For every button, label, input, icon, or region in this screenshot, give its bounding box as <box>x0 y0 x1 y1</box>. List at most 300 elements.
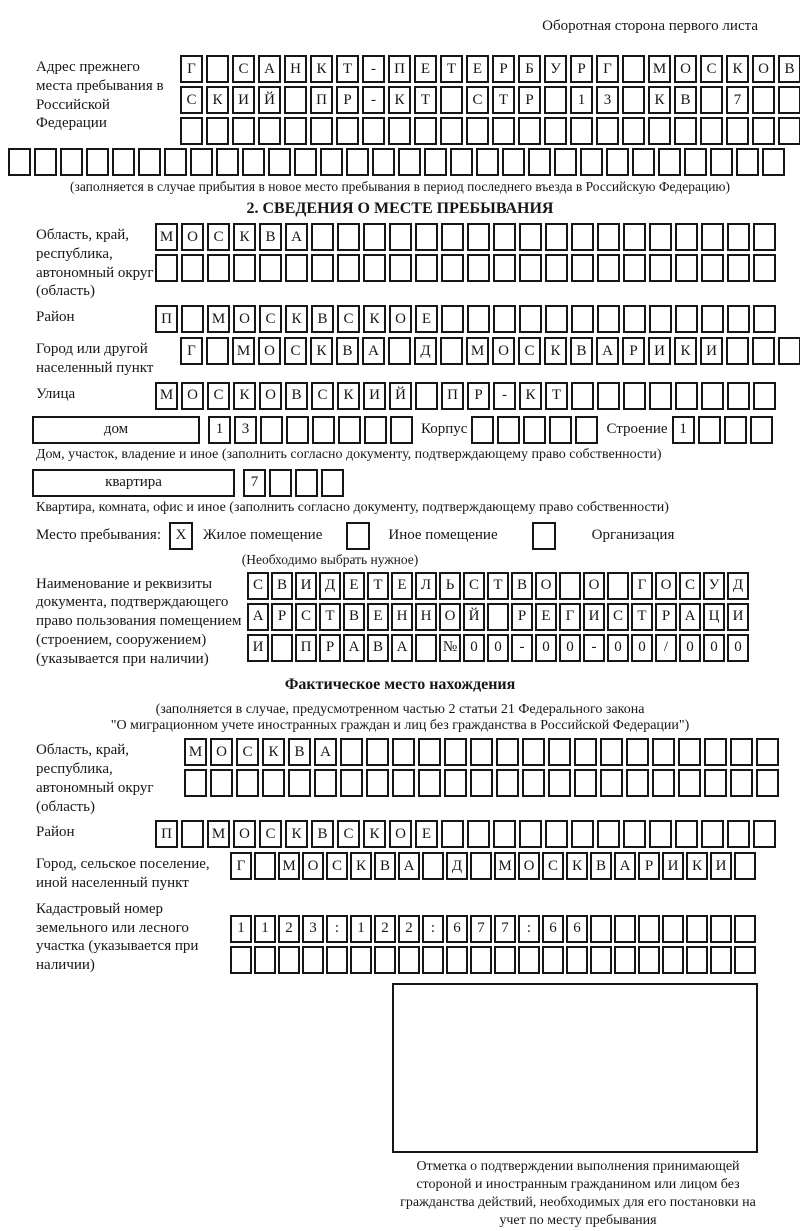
char-cell[interactable] <box>710 915 732 943</box>
char-cell[interactable] <box>545 254 568 282</box>
char-cell[interactable] <box>155 254 178 282</box>
char-cell[interactable]: - <box>511 634 533 662</box>
char-cell[interactable]: В <box>778 55 800 83</box>
char-cell[interactable] <box>701 305 724 333</box>
char-cell[interactable] <box>476 148 499 176</box>
char-cell[interactable] <box>487 603 509 631</box>
char-cell[interactable] <box>321 469 344 497</box>
char-cell[interactable]: С <box>207 382 230 410</box>
char-cell[interactable]: 2 <box>374 915 396 943</box>
char-cell[interactable] <box>544 86 567 114</box>
char-cell[interactable]: 3 <box>596 86 619 114</box>
char-cell[interactable] <box>441 305 464 333</box>
char-cell[interactable] <box>232 117 255 145</box>
char-cell[interactable]: Г <box>230 852 252 880</box>
char-cell[interactable] <box>388 117 411 145</box>
char-cell[interactable]: Е <box>367 603 389 631</box>
char-cell[interactable] <box>278 946 300 974</box>
char-cell[interactable] <box>86 148 109 176</box>
char-cell[interactable] <box>271 634 293 662</box>
char-cell[interactable]: О <box>492 337 515 365</box>
char-cell[interactable]: В <box>311 820 334 848</box>
char-cell[interactable]: А <box>596 337 619 365</box>
char-cell[interactable] <box>684 148 707 176</box>
char-cell[interactable] <box>262 769 285 797</box>
char-cell[interactable] <box>753 382 776 410</box>
char-cell[interactable]: И <box>247 634 269 662</box>
char-cell[interactable] <box>288 769 311 797</box>
char-cell[interactable] <box>675 820 698 848</box>
char-cell[interactable] <box>470 769 493 797</box>
char-cell[interactable] <box>727 254 750 282</box>
char-cell[interactable]: У <box>544 55 567 83</box>
char-cell[interactable]: К <box>350 852 372 880</box>
char-cell[interactable] <box>493 305 516 333</box>
char-cell[interactable]: Г <box>631 572 653 600</box>
char-cell[interactable] <box>626 738 649 766</box>
char-cell[interactable] <box>259 254 282 282</box>
char-cell[interactable] <box>753 305 776 333</box>
char-cell[interactable] <box>522 769 545 797</box>
char-cell[interactable]: 7 <box>470 915 492 943</box>
char-cell[interactable] <box>422 852 444 880</box>
char-cell[interactable] <box>138 148 161 176</box>
char-cell[interactable] <box>363 223 386 251</box>
char-cell[interactable]: - <box>362 55 385 83</box>
char-cell[interactable] <box>548 769 571 797</box>
char-cell[interactable]: Т <box>492 86 515 114</box>
char-cell[interactable]: Д <box>727 572 749 600</box>
char-cell[interactable] <box>523 416 546 444</box>
char-cell[interactable] <box>34 148 57 176</box>
char-cell[interactable] <box>388 337 411 365</box>
char-cell[interactable] <box>675 254 698 282</box>
char-cell[interactable] <box>492 117 515 145</box>
char-cell[interactable] <box>544 117 567 145</box>
char-cell[interactable] <box>418 738 441 766</box>
char-cell[interactable]: 0 <box>535 634 557 662</box>
char-cell[interactable]: О <box>233 305 256 333</box>
char-cell[interactable]: 1 <box>672 416 695 444</box>
char-cell[interactable] <box>471 416 494 444</box>
char-cell[interactable] <box>662 946 684 974</box>
char-cell[interactable] <box>734 915 756 943</box>
char-cell[interactable] <box>736 148 759 176</box>
char-cell[interactable] <box>254 852 276 880</box>
char-cell[interactable] <box>444 769 467 797</box>
char-cell[interactable]: С <box>542 852 564 880</box>
char-cell[interactable]: К <box>686 852 708 880</box>
char-cell[interactable]: А <box>247 603 269 631</box>
char-cell[interactable]: О <box>389 820 412 848</box>
char-cell[interactable] <box>756 769 779 797</box>
char-cell[interactable]: М <box>648 55 671 83</box>
char-cell[interactable]: Е <box>343 572 365 600</box>
char-cell[interactable]: К <box>363 305 386 333</box>
char-cell[interactable]: М <box>155 223 178 251</box>
char-cell[interactable]: А <box>679 603 701 631</box>
char-cell[interactable]: : <box>326 915 348 943</box>
char-cell[interactable]: Й <box>389 382 412 410</box>
char-cell[interactable]: Ц <box>703 603 725 631</box>
char-cell[interactable] <box>649 305 672 333</box>
char-cell[interactable]: В <box>590 852 612 880</box>
char-cell[interactable]: С <box>207 223 230 251</box>
char-cell[interactable] <box>623 305 646 333</box>
char-cell[interactable] <box>467 223 490 251</box>
char-cell[interactable]: У <box>703 572 725 600</box>
char-cell[interactable] <box>497 416 520 444</box>
char-cell[interactable] <box>701 820 724 848</box>
char-cell[interactable]: А <box>285 223 308 251</box>
char-cell[interactable]: К <box>337 382 360 410</box>
char-cell[interactable] <box>389 223 412 251</box>
char-cell[interactable] <box>596 117 619 145</box>
char-cell[interactable] <box>518 117 541 145</box>
char-cell[interactable] <box>230 946 252 974</box>
char-cell[interactable] <box>350 946 372 974</box>
char-cell[interactable] <box>762 148 785 176</box>
char-cell[interactable] <box>441 223 464 251</box>
char-cell[interactable] <box>597 820 620 848</box>
char-cell[interactable]: Р <box>319 634 341 662</box>
char-cell[interactable]: О <box>439 603 461 631</box>
char-cell[interactable] <box>286 416 309 444</box>
char-cell[interactable] <box>678 738 701 766</box>
char-cell[interactable] <box>314 769 337 797</box>
char-cell[interactable]: О <box>674 55 697 83</box>
char-cell[interactable]: К <box>206 86 229 114</box>
char-cell[interactable]: П <box>388 55 411 83</box>
char-cell[interactable] <box>607 572 629 600</box>
char-cell[interactable]: М <box>207 305 230 333</box>
char-cell[interactable] <box>415 634 437 662</box>
char-cell[interactable]: Р <box>622 337 645 365</box>
char-cell[interactable] <box>496 738 519 766</box>
char-cell[interactable]: И <box>710 852 732 880</box>
char-cell[interactable] <box>623 223 646 251</box>
char-cell[interactable] <box>606 148 629 176</box>
char-cell[interactable]: 0 <box>631 634 653 662</box>
char-cell[interactable] <box>704 769 727 797</box>
char-cell[interactable] <box>686 915 708 943</box>
char-cell[interactable] <box>649 254 672 282</box>
char-cell[interactable] <box>571 223 594 251</box>
char-cell[interactable] <box>566 946 588 974</box>
char-cell[interactable] <box>206 117 229 145</box>
char-cell[interactable]: Р <box>467 382 490 410</box>
char-cell[interactable] <box>466 117 489 145</box>
char-cell[interactable] <box>700 117 723 145</box>
char-cell[interactable]: О <box>233 820 256 848</box>
char-cell[interactable] <box>574 769 597 797</box>
char-cell[interactable] <box>311 254 334 282</box>
char-cell[interactable]: И <box>583 603 605 631</box>
char-cell[interactable] <box>258 117 281 145</box>
char-cell[interactable] <box>756 738 779 766</box>
char-cell[interactable]: И <box>232 86 255 114</box>
char-cell[interactable] <box>753 254 776 282</box>
char-cell[interactable] <box>638 946 660 974</box>
char-cell[interactable]: М <box>466 337 489 365</box>
char-cell[interactable] <box>727 305 750 333</box>
char-cell[interactable]: А <box>614 852 636 880</box>
char-cell[interactable] <box>726 117 749 145</box>
char-cell[interactable]: 3 <box>234 416 257 444</box>
char-cell[interactable] <box>362 117 385 145</box>
char-cell[interactable] <box>467 305 490 333</box>
char-cell[interactable]: И <box>295 572 317 600</box>
char-cell[interactable] <box>269 469 292 497</box>
char-cell[interactable] <box>493 254 516 282</box>
char-cell[interactable] <box>366 769 389 797</box>
char-cell[interactable] <box>652 769 675 797</box>
char-cell[interactable]: К <box>519 382 542 410</box>
char-cell[interactable] <box>302 946 324 974</box>
char-cell[interactable]: 7 <box>243 469 266 497</box>
char-cell[interactable]: 0 <box>487 634 509 662</box>
char-cell[interactable]: Р <box>570 55 593 83</box>
char-cell[interactable]: А <box>362 337 385 365</box>
char-cell[interactable]: С <box>259 305 282 333</box>
char-cell[interactable]: Г <box>559 603 581 631</box>
char-cell[interactable]: К <box>363 820 386 848</box>
char-cell[interactable]: № <box>439 634 461 662</box>
char-cell[interactable] <box>450 148 473 176</box>
char-cell[interactable] <box>554 148 577 176</box>
char-cell[interactable]: К <box>262 738 285 766</box>
char-cell[interactable] <box>649 820 672 848</box>
char-cell[interactable] <box>542 946 564 974</box>
char-cell[interactable] <box>284 86 307 114</box>
char-cell[interactable]: К <box>310 55 333 83</box>
char-cell[interactable] <box>415 223 438 251</box>
char-cell[interactable]: 7 <box>726 86 749 114</box>
char-cell[interactable] <box>622 86 645 114</box>
char-cell[interactable]: К <box>648 86 671 114</box>
char-cell[interactable] <box>614 915 636 943</box>
char-cell[interactable]: С <box>247 572 269 600</box>
char-cell[interactable]: Р <box>271 603 293 631</box>
char-cell[interactable] <box>444 738 467 766</box>
char-cell[interactable] <box>494 946 516 974</box>
char-cell[interactable]: О <box>302 852 324 880</box>
char-cell[interactable] <box>364 416 387 444</box>
char-cell[interactable]: Д <box>319 572 341 600</box>
char-cell[interactable]: В <box>511 572 533 600</box>
char-cell[interactable]: К <box>566 852 588 880</box>
char-cell[interactable]: Р <box>638 852 660 880</box>
char-cell[interactable]: С <box>236 738 259 766</box>
char-cell[interactable]: - <box>493 382 516 410</box>
char-cell[interactable]: О <box>518 852 540 880</box>
char-cell[interactable] <box>752 86 775 114</box>
char-cell[interactable]: М <box>494 852 516 880</box>
char-cell[interactable] <box>571 382 594 410</box>
char-cell[interactable]: : <box>422 915 444 943</box>
char-cell[interactable]: К <box>310 337 333 365</box>
char-cell[interactable]: 0 <box>559 634 581 662</box>
char-cell[interactable] <box>260 416 283 444</box>
char-cell[interactable] <box>730 769 753 797</box>
char-cell[interactable] <box>548 738 571 766</box>
char-cell[interactable]: Р <box>336 86 359 114</box>
char-cell[interactable]: О <box>181 382 204 410</box>
char-cell[interactable] <box>750 416 773 444</box>
char-cell[interactable]: 0 <box>727 634 749 662</box>
char-cell[interactable]: О <box>389 305 412 333</box>
char-cell[interactable]: М <box>232 337 255 365</box>
char-cell[interactable]: Р <box>511 603 533 631</box>
char-cell[interactable]: Н <box>391 603 413 631</box>
char-cell[interactable]: Е <box>466 55 489 83</box>
char-cell[interactable]: И <box>700 337 723 365</box>
char-cell[interactable] <box>519 305 542 333</box>
char-cell[interactable] <box>730 738 753 766</box>
char-cell[interactable]: О <box>655 572 677 600</box>
char-cell[interactable]: П <box>441 382 464 410</box>
char-cell[interactable] <box>623 382 646 410</box>
char-cell[interactable]: 1 <box>254 915 276 943</box>
char-cell[interactable]: 1 <box>230 915 252 943</box>
char-cell[interactable]: / <box>655 634 677 662</box>
char-cell[interactable]: - <box>583 634 605 662</box>
char-cell[interactable]: 2 <box>278 915 300 943</box>
char-cell[interactable]: О <box>258 337 281 365</box>
char-cell[interactable] <box>559 572 581 600</box>
char-cell[interactable] <box>704 738 727 766</box>
char-cell[interactable] <box>112 148 135 176</box>
char-cell[interactable] <box>418 769 441 797</box>
char-cell[interactable]: В <box>288 738 311 766</box>
char-cell[interactable]: М <box>184 738 207 766</box>
char-cell[interactable] <box>623 254 646 282</box>
char-cell[interactable] <box>424 148 447 176</box>
char-cell[interactable] <box>181 820 204 848</box>
char-cell[interactable]: Т <box>440 55 463 83</box>
char-cell[interactable] <box>662 915 684 943</box>
char-cell[interactable]: В <box>336 337 359 365</box>
char-cell[interactable] <box>727 382 750 410</box>
char-cell[interactable]: П <box>155 820 178 848</box>
char-cell[interactable]: Р <box>518 86 541 114</box>
char-cell[interactable] <box>600 769 623 797</box>
char-cell[interactable]: 7 <box>494 915 516 943</box>
char-cell[interactable] <box>522 738 545 766</box>
char-cell[interactable] <box>675 305 698 333</box>
char-cell[interactable]: А <box>343 634 365 662</box>
char-cell[interactable] <box>614 946 636 974</box>
char-cell[interactable]: Е <box>535 603 557 631</box>
char-cell[interactable]: Т <box>545 382 568 410</box>
char-cell[interactable] <box>753 820 776 848</box>
char-cell[interactable] <box>346 148 369 176</box>
char-cell[interactable] <box>8 148 31 176</box>
char-cell[interactable] <box>60 148 83 176</box>
char-cell[interactable]: Н <box>415 603 437 631</box>
char-cell[interactable] <box>649 223 672 251</box>
char-cell[interactable]: О <box>210 738 233 766</box>
char-cell[interactable] <box>545 820 568 848</box>
char-cell[interactable] <box>392 769 415 797</box>
char-cell[interactable] <box>446 946 468 974</box>
char-cell[interactable] <box>207 254 230 282</box>
char-cell[interactable] <box>574 738 597 766</box>
char-cell[interactable] <box>571 305 594 333</box>
char-cell[interactable] <box>701 223 724 251</box>
char-cell[interactable] <box>184 769 207 797</box>
char-cell[interactable] <box>570 117 593 145</box>
char-cell[interactable] <box>441 820 464 848</box>
stay-type-checkbox-organization[interactable] <box>532 522 556 550</box>
char-cell[interactable] <box>753 223 776 251</box>
char-cell[interactable] <box>164 148 187 176</box>
char-cell[interactable]: В <box>285 382 308 410</box>
char-cell[interactable]: - <box>362 86 385 114</box>
char-cell[interactable] <box>441 254 464 282</box>
char-cell[interactable] <box>294 148 317 176</box>
char-cell[interactable]: П <box>310 86 333 114</box>
char-cell[interactable]: С <box>259 820 282 848</box>
char-cell[interactable] <box>675 382 698 410</box>
char-cell[interactable] <box>440 337 463 365</box>
char-cell[interactable] <box>597 223 620 251</box>
char-cell[interactable]: И <box>648 337 671 365</box>
char-cell[interactable] <box>778 117 800 145</box>
char-cell[interactable] <box>623 820 646 848</box>
char-cell[interactable] <box>180 117 203 145</box>
char-cell[interactable]: Е <box>391 572 413 600</box>
char-cell[interactable] <box>415 254 438 282</box>
char-cell[interactable] <box>649 382 672 410</box>
char-cell[interactable] <box>701 382 724 410</box>
char-cell[interactable]: 6 <box>566 915 588 943</box>
char-cell[interactable]: П <box>295 634 317 662</box>
char-cell[interactable]: В <box>367 634 389 662</box>
char-cell[interactable] <box>363 254 386 282</box>
char-cell[interactable] <box>549 416 572 444</box>
char-cell[interactable]: К <box>285 820 308 848</box>
char-cell[interactable]: В <box>259 223 282 251</box>
char-cell[interactable] <box>545 223 568 251</box>
char-cell[interactable]: В <box>570 337 593 365</box>
char-cell[interactable]: Г <box>180 337 203 365</box>
char-cell[interactable] <box>284 117 307 145</box>
char-cell[interactable]: С <box>607 603 629 631</box>
char-cell[interactable]: П <box>155 305 178 333</box>
char-cell[interactable] <box>752 117 775 145</box>
char-cell[interactable]: О <box>535 572 557 600</box>
char-cell[interactable] <box>470 738 493 766</box>
char-cell[interactable] <box>470 852 492 880</box>
char-cell[interactable] <box>372 148 395 176</box>
char-cell[interactable]: Т <box>487 572 509 600</box>
char-cell[interactable] <box>190 148 213 176</box>
char-cell[interactable] <box>242 148 265 176</box>
char-cell[interactable]: Т <box>414 86 437 114</box>
char-cell[interactable] <box>415 382 438 410</box>
char-cell[interactable] <box>338 416 361 444</box>
char-cell[interactable] <box>326 946 348 974</box>
char-cell[interactable]: 0 <box>463 634 485 662</box>
char-cell[interactable]: К <box>674 337 697 365</box>
char-cell[interactable] <box>467 254 490 282</box>
char-cell[interactable] <box>678 769 701 797</box>
char-cell[interactable]: Е <box>415 305 438 333</box>
char-cell[interactable]: 6 <box>446 915 468 943</box>
char-cell[interactable] <box>590 915 612 943</box>
char-cell[interactable] <box>528 148 551 176</box>
